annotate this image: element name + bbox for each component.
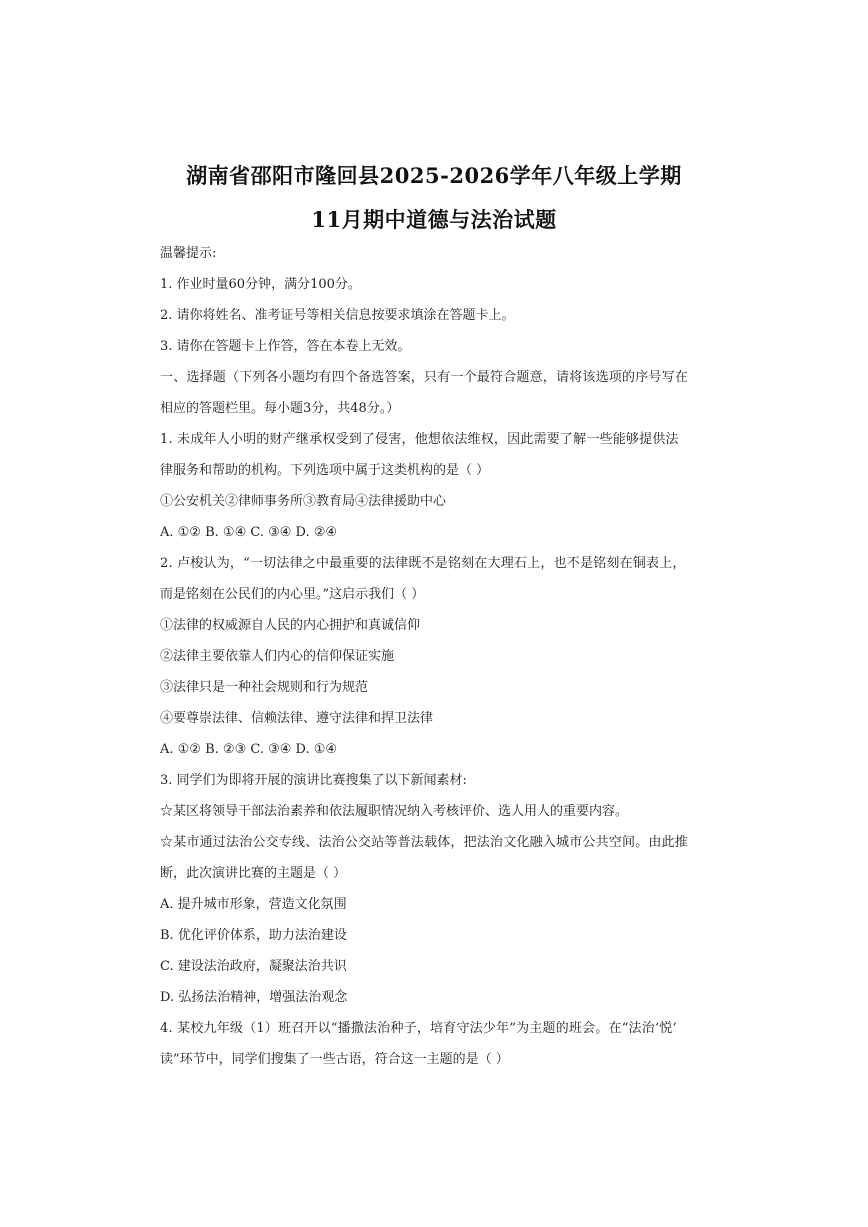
q1-stem-line-2: 律服务和帮助的机构。下列选项中属于这类机构的是（ ） (160, 463, 490, 478)
q3-material-1: ☆某区将领导干部法治素养和依法履职情况纳入考核评价、选人用人的重要内容。 (160, 804, 629, 819)
q2-item-1: ①法律的权威源自人民的内心拥护和真诚信仰 (160, 618, 421, 633)
q3-material-2-line-2: 断，此次演讲比赛的主题是（ ） (160, 866, 347, 881)
q1-items: ①公安机关②律师事务所③教育局④法律援助中心 (160, 494, 447, 509)
q3-material-2-line-1: ☆某市通过法治公交专线、法治公交站等普法载体，把法治文化融入城市公共空间。由此推 (160, 835, 689, 850)
notice-item-1: 1. 作业时量60分钟，满分100分。 (160, 277, 361, 292)
q1-stem-line-1: 1. 未成年人小明的财产继承权受到了侵害，他想依法维权，因此需要了解一些能够提供法 (160, 432, 679, 447)
exam-content (160, 238, 720, 1075)
q2-stem-line-2: 而是铭刻在公民们的内心里。”这启示我们（ ） (160, 587, 425, 602)
q4-stem-line-2: 读”环节中，同学们搜集了一些古语，符合这一主题的是（ ） (160, 1052, 509, 1067)
notice-item-2: 2. 请你将姓名、准考证号等相关信息按要求填涂在答题卡上。 (160, 308, 515, 323)
notice-heading: 温馨提示: (160, 246, 217, 261)
q3-option-d: D. 弘扬法治精神，增强法治观念 (160, 990, 348, 1005)
q4-stem-line-1: 4. 某校九年级（1）班召开以“播撒法治种子，培育守法少年”为主题的班会。在“法治‘悦’ (160, 1021, 677, 1036)
document-title-line-2: 11月期中道德与法治试题 (311, 207, 557, 232)
q3-option-b: B. 优化评价体系，助力法治建设 (160, 928, 347, 943)
q2-options: A. ①② B. ②③ C. ③④ D. ①④ (160, 742, 338, 757)
q3-option-a: A. 提升城市形象，营造文化氛围 (160, 897, 347, 912)
q2-stem-line-1: 2. 卢梭认为，“一切法律之中最重要的法律既不是铭刻在大理石上，也不是铭刻在铜表上， (160, 556, 686, 571)
q3-option-c: C. 建设法治政府，凝聚法治共识 (160, 959, 347, 974)
section-instruction-line-2: 相应的答题栏里。每小题3分，共48分。） (160, 401, 400, 416)
q3-stem-line-1: 3. 同学们为即将开展的演讲比赛搜集了以下新闻素材: (160, 773, 467, 788)
notice-item-3: 3. 请你在答题卡上作答，答在本卷上无效。 (160, 339, 411, 354)
q1-options: A. ①② B. ①④ C. ③④ D. ②④ (160, 525, 338, 540)
section-instruction-line-1: 一、选择题（下列各小题均有四个备选答案，只有一个最符合题意，请将该选项的序号写在 (160, 370, 689, 385)
q2-item-3: ③法律只是一种社会规则和行为规范 (160, 680, 369, 695)
document-title-line-1: 湖南省邵阳市隆回县2025-2026学年八年级上学期 (186, 163, 682, 188)
q2-item-4: ④要尊崇法律、信赖法律、遵守法律和捍卫法律 (160, 711, 434, 726)
q2-item-2: ②法律主要依靠人们内心的信仰保证实施 (160, 649, 395, 664)
